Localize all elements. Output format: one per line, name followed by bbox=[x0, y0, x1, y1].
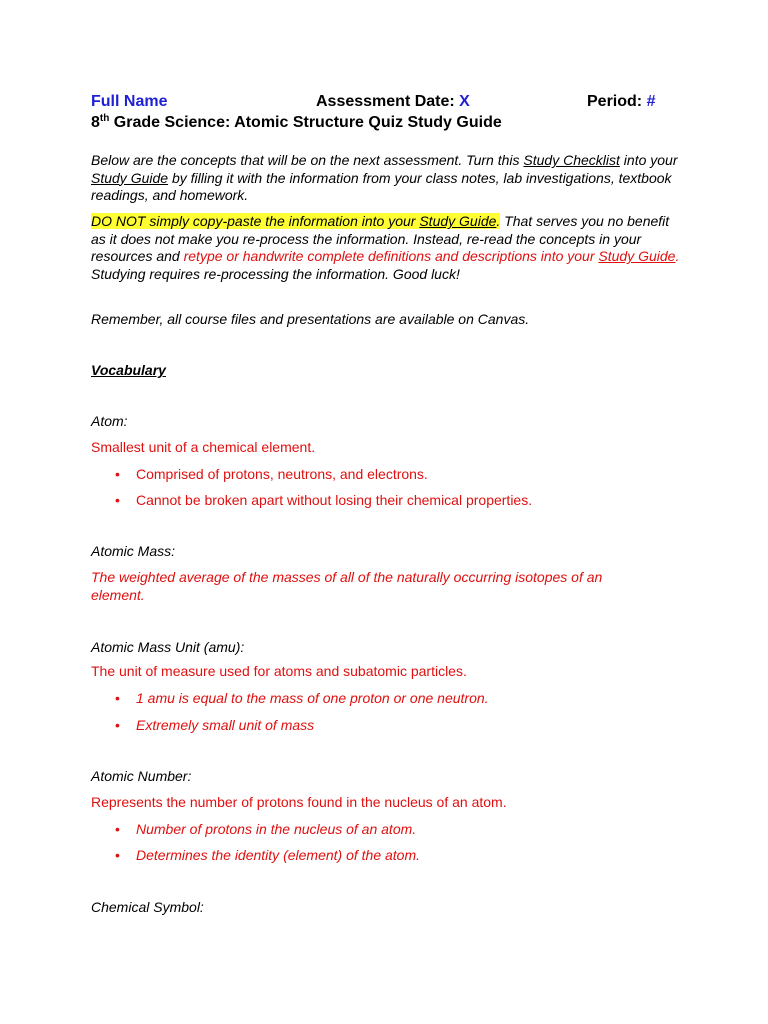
intro-text: Studying requires re-processing the information. Good luck! bbox=[91, 265, 460, 282]
vocabulary-heading: Vocabulary bbox=[91, 362, 166, 378]
bullet-icon: • bbox=[115, 492, 120, 508]
bullet-text: Comprised of protons, neutrons, and electrons. bbox=[136, 466, 428, 482]
list-item bbox=[115, 466, 675, 482]
bullet-text: 1 amu is equal to the mass of one proton or one neutron. bbox=[136, 690, 489, 706]
study-guide-link: Study Guide bbox=[91, 169, 169, 186]
intro-text: into your bbox=[619, 152, 678, 168]
list-item bbox=[115, 847, 675, 863]
intro-paragraph-3 bbox=[91, 311, 681, 329]
definition-atomic-mass: The weighted average of the masses of all of the naturally occurring isotopes of an element. bbox=[91, 569, 603, 603]
title-text: Grade Science: Atomic Structure Quiz Study Guide bbox=[109, 114, 502, 131]
red-instruction bbox=[184, 248, 680, 264]
canvas-reminder: Remember, all course files and presentations are available on Canvas. bbox=[91, 311, 530, 327]
study-guide-link: Study Guide bbox=[419, 213, 497, 229]
bullet-icon: • bbox=[115, 847, 120, 863]
grade-number: 8 bbox=[91, 114, 100, 131]
instruction-text: . bbox=[675, 248, 680, 264]
study-checklist-link: Study Checklist bbox=[523, 152, 620, 168]
intro-text: That serves you no benefit as it does not make you re-process the information. Instead, re-read the concepts in your resources and bbox=[91, 213, 670, 264]
study-guide-link: Study Guide bbox=[598, 248, 676, 264]
bullet-text: Extremely small unit of mass bbox=[136, 717, 315, 733]
list-item bbox=[115, 690, 675, 706]
bullet-text: Cannot be broken apart without losing their chemical properties. bbox=[136, 492, 533, 508]
full-name-field: Full Name bbox=[91, 93, 168, 110]
bullet-text: Determines the identity (element) of the atom. bbox=[136, 847, 421, 863]
list-item bbox=[115, 717, 675, 733]
list-item bbox=[115, 492, 675, 508]
page-title bbox=[91, 114, 502, 132]
bullet-icon: • bbox=[115, 690, 120, 706]
assessment-date bbox=[316, 93, 470, 111]
term-atomic-number: Atomic Number: bbox=[91, 768, 192, 784]
period-value: # bbox=[646, 93, 656, 110]
grade-superscript: th bbox=[99, 113, 110, 124]
bullet-icon: • bbox=[115, 717, 120, 733]
instruction-text: retype or handwrite complete definitions and descriptions into your bbox=[183, 248, 599, 264]
term-atom: Atom: bbox=[91, 413, 128, 429]
term-amu: Atomic Mass Unit (amu): bbox=[91, 639, 245, 655]
assessment-date-value: X bbox=[459, 93, 470, 110]
warning-text: . bbox=[496, 213, 501, 229]
bullet-icon: • bbox=[115, 466, 120, 482]
term-chemical-symbol: Chemical Symbol: bbox=[91, 899, 204, 915]
definition-atom: Smallest unit of a chemical element. bbox=[91, 439, 316, 455]
intro-text: Below are the concepts that will be on the next assessment. Turn this bbox=[91, 152, 524, 168]
period-label: Period: bbox=[587, 93, 647, 110]
bullet-icon: • bbox=[115, 821, 120, 837]
term-atomic-mass: Atomic Mass: bbox=[91, 543, 176, 559]
intro-text: by filling it with the information from your class notes, lab investigations, textbook readings, and homework. bbox=[91, 169, 672, 203]
intro-paragraph-1 bbox=[91, 152, 681, 205]
header-row bbox=[91, 93, 671, 115]
definition-amu: The unit of measure used for atoms and subatomic particles. bbox=[91, 663, 467, 679]
list-item bbox=[115, 821, 675, 837]
warning-text: DO NOT simply copy-paste the information into your bbox=[91, 213, 420, 229]
assessment-date-label: Assessment Date: bbox=[316, 93, 460, 110]
intro-paragraph-2 bbox=[91, 213, 681, 283]
bullet-text: Number of protons in the nucleus of an atom. bbox=[136, 821, 417, 837]
definition-atomic-number: Represents the number of protons found in the nucleus of an atom. bbox=[91, 794, 507, 810]
highlighted-warning bbox=[91, 213, 500, 229]
period bbox=[587, 93, 655, 111]
